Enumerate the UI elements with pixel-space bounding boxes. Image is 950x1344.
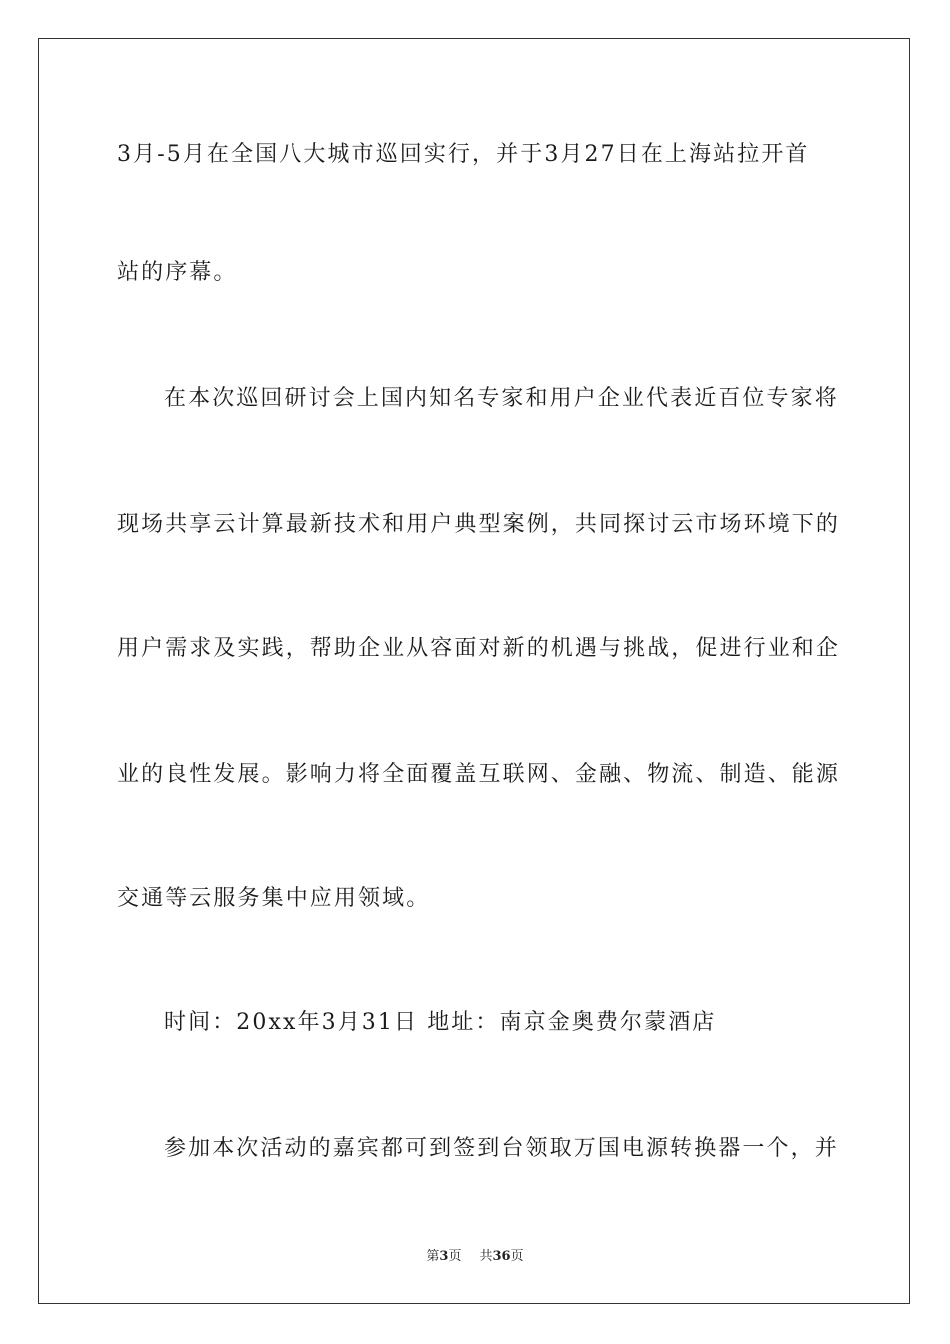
page-footer: [0, 1248, 950, 1266]
page-label-suffix: 页: [448, 1249, 462, 1264]
event-info-line: 时间：20xx年3月31日 地址：南京金奥费尔蒙酒店: [164, 1010, 717, 1035]
total-label-suffix: 页: [510, 1249, 524, 1264]
paragraph-first-line: 参加本次活动的嘉宾都可到签到台领取万国电源转换器一个，并: [164, 1136, 839, 1161]
body-text-line: 现场共享云计算最新技术和用户典型案例，共同探讨云市场环境下的: [117, 512, 841, 537]
body-text-line: 业的良性发展。影响力将全面覆盖互联网、金融、物流、制造、能源: [117, 762, 841, 787]
paragraph-first-line: 在本次巡回研讨会上国内知名专家和用户企业代表近百位专家将: [164, 386, 839, 411]
page-label-prefix: 第: [426, 1249, 440, 1264]
body-text-line: 用户需求及实践，帮助企业从容面对新的机遇与挑战，促进行业和企: [117, 636, 841, 661]
page-border: [38, 38, 910, 1304]
current-page-number: 3: [439, 1249, 449, 1264]
body-text-line: 站的序幕。: [117, 260, 238, 285]
body-text-line: 3月-5月在全国八大城市巡回实行，并于3月27日在上海站拉开首: [117, 142, 810, 167]
total-label-prefix: 共: [479, 1249, 493, 1264]
body-text-line: 交通等云服务集中应用领域。: [117, 886, 431, 911]
total-pages-number: 36: [492, 1249, 511, 1264]
